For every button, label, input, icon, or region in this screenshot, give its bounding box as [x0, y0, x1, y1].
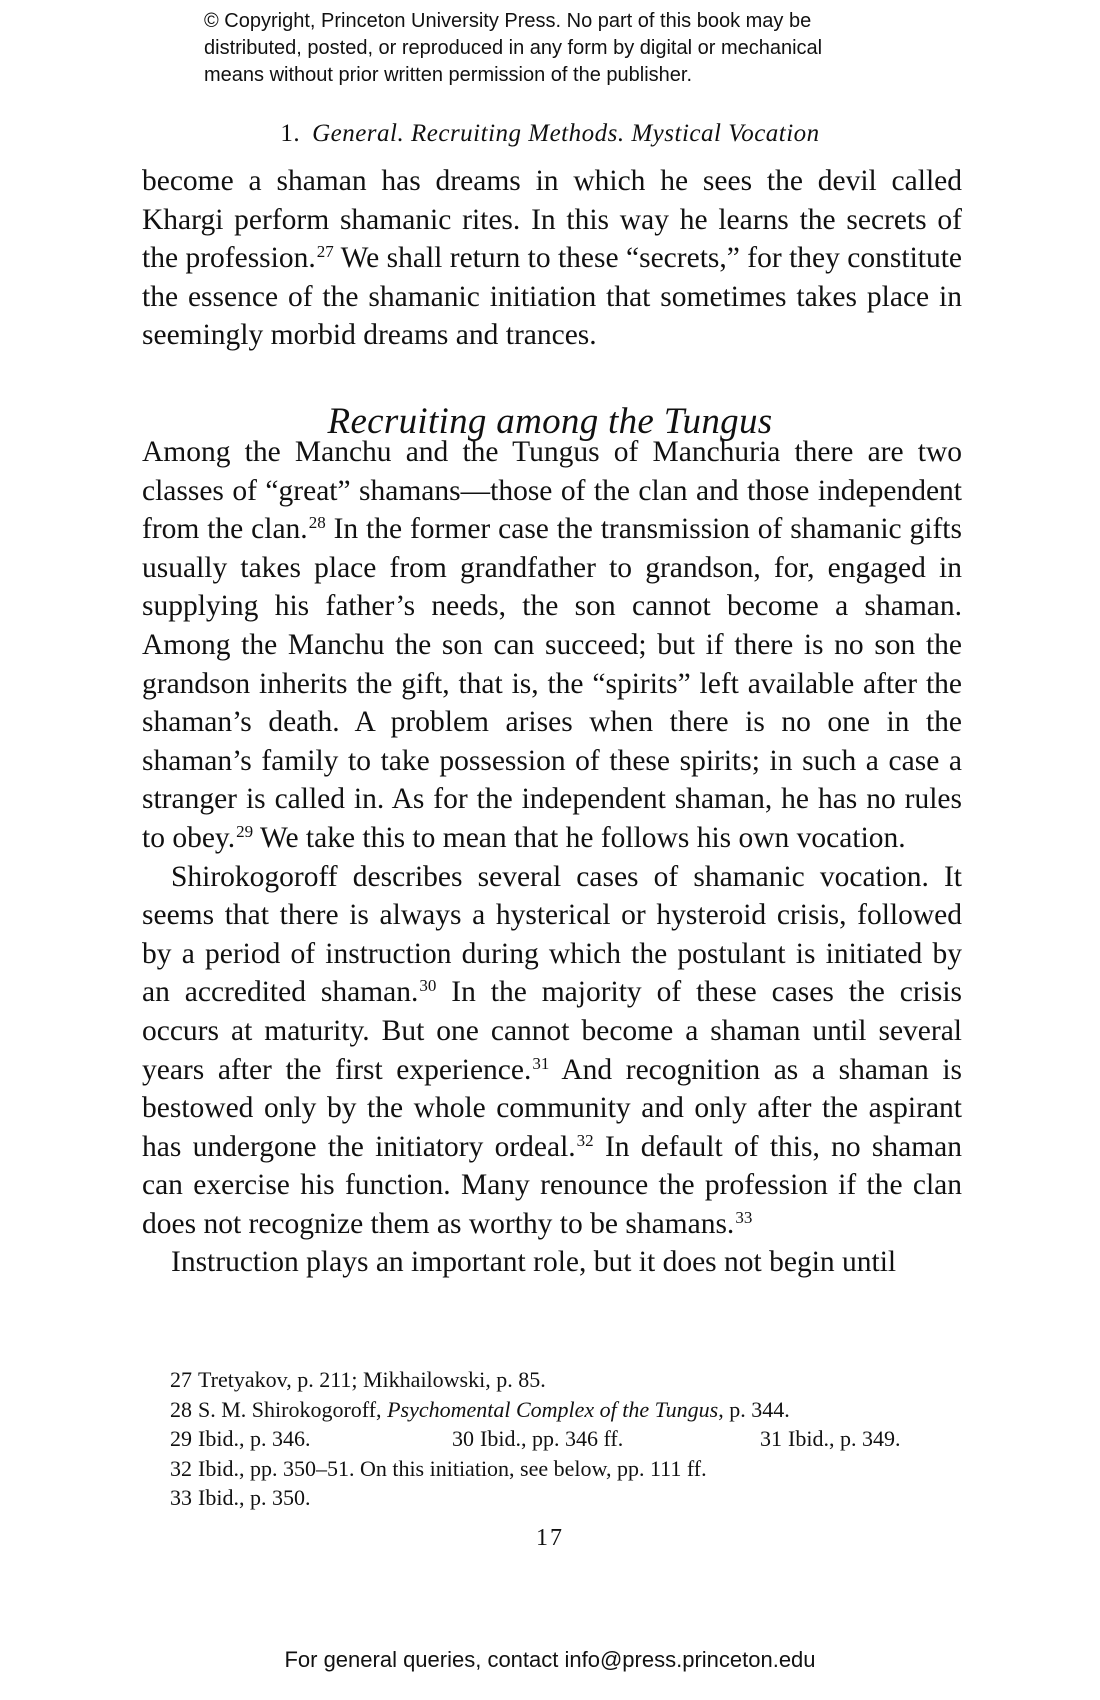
footnote-number: 31: [760, 1426, 782, 1451]
footnote-ref: 29: [236, 821, 254, 841]
running-head-title: General. Recruiting Methods. Mystical Vocation: [312, 120, 820, 147]
footnote-text: Ibid., pp. 350–51. On this initiation, see below, pp. 111 ff.: [198, 1455, 707, 1481]
running-head: [0, 120, 1100, 148]
footnote-text: Ibid., pp. 346 ff.: [480, 1426, 624, 1451]
footnote-text: S. M. Shirokogoroff,: [198, 1396, 388, 1422]
footnote: [452, 1424, 623, 1454]
body-text-top: [142, 162, 962, 355]
footnote: [170, 1395, 970, 1425]
footnote-row: [170, 1424, 970, 1454]
text-span: Among the Manchu and the Tungus of Manchuria there are two classes of “great” shamans—those of the clan and those independent from the clan.: [142, 436, 962, 546]
footnote: [760, 1424, 900, 1454]
footnote-ref: 33: [735, 1207, 753, 1227]
footer-contact: For general queries, contact info@press.princeton.edu: [284, 1647, 816, 1672]
copyright-line: means without prior written permission of the publisher.: [204, 64, 693, 86]
text-span: Shirokogoroff describes several cases of shamanic vocation. It seems that there is always a hysterical or hysteroid crisis, followed by a period of instruction during which the postulant is initiated by an accredited shaman.: [142, 860, 962, 1009]
section-heading: Recruiting among the Tungus: [327, 401, 773, 442]
footnote-number: 30: [452, 1426, 474, 1451]
footnote-ref: 30: [419, 976, 437, 996]
footnote-text: , p. 344.: [718, 1396, 790, 1422]
text-span: In the former case the transmission of shamanic gifts usually takes place from grandfather to grandson, for, engaged in supplying his father’s needs, the son cannot become a shaman. Among the Manchu the son can succeed; but if there is no son the grandson inherits the gift, that is, the “spirits” left available after the shaman’s death. A problem arises when there is no one in the shaman’s family to take possession of these spirits; in such a case a stranger is called in. As for the independent shaman, he has no rules to obey.: [142, 513, 962, 854]
footnote-number: 33: [170, 1485, 192, 1510]
chapter-number: 1.: [280, 120, 301, 147]
copyright-line: © Copyright, Princeton University Press. No part of this book may be: [204, 10, 812, 32]
footnote-ref: 27: [316, 242, 334, 262]
footnotes: [170, 1365, 970, 1513]
footnote-number: 29: [170, 1426, 192, 1451]
footnote: [170, 1365, 970, 1395]
footnote-book-title: Psychomental Complex of the Tungus: [387, 1396, 719, 1422]
paragraph: [142, 858, 962, 1244]
page-number: 17: [536, 1525, 564, 1551]
paragraph: [142, 433, 962, 858]
text-span: We shall return to these “secrets,” for they constitute the essence of the shamanic initiation that sometimes takes place in seemingly morbid dreams and trances.: [142, 242, 962, 352]
text-span: And recognition as a shaman is bestowed only by the whole community and only after the aspirant has undergone the initiatory ordeal.: [142, 1053, 962, 1163]
footnote: [170, 1483, 970, 1513]
text-span: In default of this, no shaman can exercise his function. Many renounce the profession if the clan does not recognize them as worthy to be shamans.: [142, 1130, 962, 1240]
body-text-main: [142, 433, 962, 1282]
footnote-number: 32: [170, 1455, 192, 1481]
footnote-number: 28: [170, 1396, 192, 1422]
footnote-ref: 28: [308, 513, 326, 533]
text-span: Instruction plays an important role, but it does not begin until: [171, 1246, 897, 1279]
footnote-text: Ibid., p. 349.: [788, 1426, 901, 1451]
footnote-number: 27: [170, 1367, 192, 1392]
footnote-ref: 31: [532, 1053, 550, 1073]
text-span: become a shaman has dreams in which he sees the devil called Khargi perform shamanic rites. In this way he learns the secrets of the profession.: [142, 165, 962, 275]
paragraph-continued: [142, 162, 962, 355]
footnote-text: Ibid., p. 346.: [198, 1426, 311, 1451]
copyright-notice: [204, 8, 924, 89]
paragraph: [142, 1243, 962, 1282]
footnote-text: Ibid., p. 350.: [198, 1485, 311, 1510]
footnote-text: Tretyakov, p. 211; Mikhailowski, p. 85.: [198, 1367, 546, 1392]
footnote-ref: 32: [576, 1130, 594, 1150]
text-span: In the majority of these cases the crisis occurs at maturity. But one cannot become a shaman until several years after the first experience.: [142, 976, 962, 1086]
copyright-line: distributed, posted, or reproduced in any form by digital or mechanical: [204, 37, 823, 59]
text-span: We take this to mean that he follows his own vocation.: [253, 821, 906, 854]
footnote: [170, 1454, 970, 1484]
footnote: [170, 1426, 310, 1451]
